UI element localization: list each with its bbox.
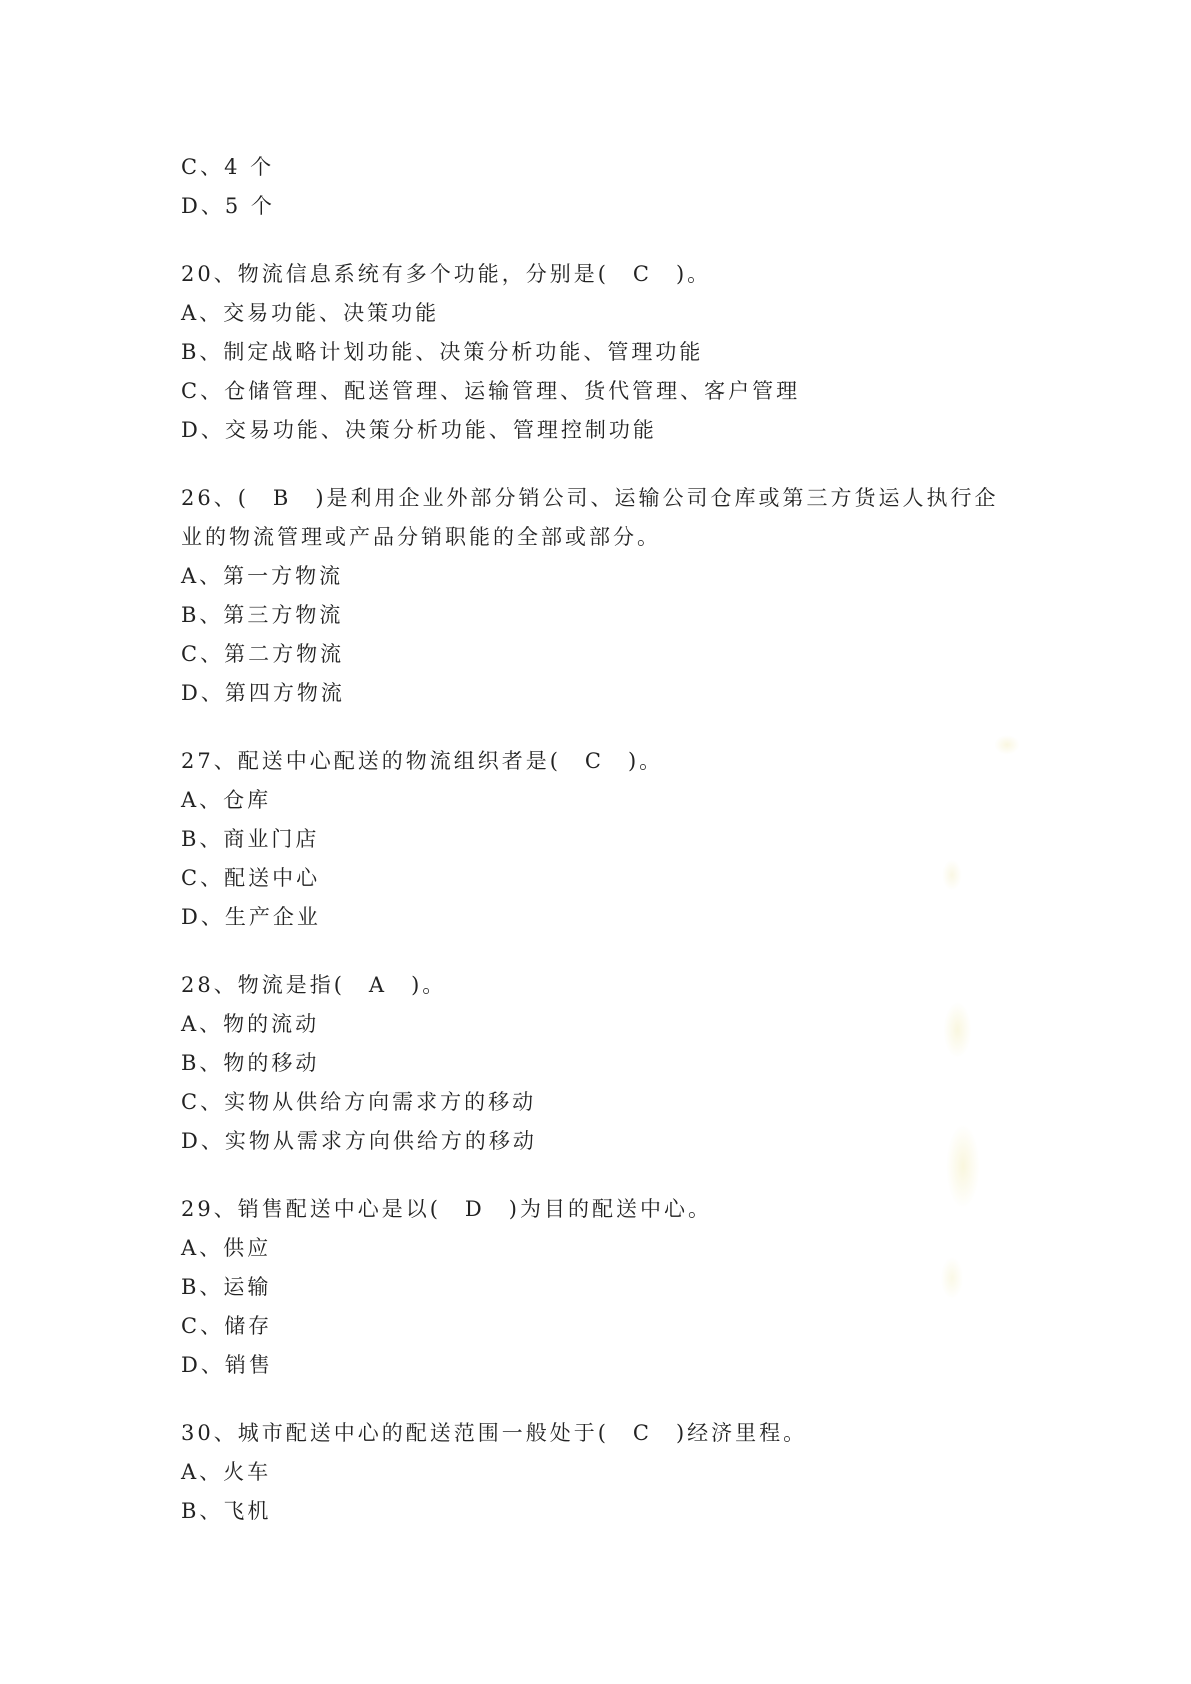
option-d: D、生产企业 xyxy=(181,905,321,929)
question-29 xyxy=(181,1190,1041,1385)
question-text: 26、( B )是利用企业外部分销公司、运输公司仓库或第三方货运人执行企业的物流管理或产品分销职能的全部或部分。 xyxy=(181,486,999,549)
option-c: C、实物从供给方向需求方的移动 xyxy=(181,1090,537,1114)
option-a: A、仓库 xyxy=(181,788,272,812)
option-d: D、销售 xyxy=(181,1353,273,1377)
option-b: B、制定战略计划功能、决策分析功能、管理功能 xyxy=(181,340,704,364)
question-20 xyxy=(181,255,1041,450)
option-d: D、实物从需求方向供给方的移动 xyxy=(181,1129,537,1153)
question-28 xyxy=(181,966,1041,1161)
option-c: C、配送中心 xyxy=(181,866,321,890)
option-b: B、运输 xyxy=(181,1275,272,1299)
option-a: A、第一方物流 xyxy=(181,564,344,588)
option-c: C、储存 xyxy=(181,1314,273,1338)
option-a: A、火车 xyxy=(181,1460,272,1484)
option-a: A、交易功能、决策功能 xyxy=(181,301,440,325)
question-list xyxy=(181,148,1041,1531)
question-27 xyxy=(181,742,1041,937)
question-30 xyxy=(181,1414,1041,1531)
question-text: 30、城市配送中心的配送范围一般处于( C )经济里程。 xyxy=(181,1421,808,1445)
option-b: B、飞机 xyxy=(181,1499,272,1523)
option-a: A、物的流动 xyxy=(181,1012,320,1036)
option-b: B、物的移动 xyxy=(181,1051,320,1075)
option-d: D、第四方物流 xyxy=(181,681,345,705)
option-a: A、供应 xyxy=(181,1236,272,1260)
option-c: C、仓储管理、配送管理、运输管理、货代管理、客户管理 xyxy=(181,379,801,403)
question-text: 20、物流信息系统有多个功能，分别是( C )。 xyxy=(181,262,712,286)
option-b: B、第三方物流 xyxy=(181,603,344,627)
question-text: 27、配送中心配送的物流组织者是( C )。 xyxy=(181,749,664,773)
question-26 xyxy=(181,479,1041,713)
question-text: 28、物流是指( A )。 xyxy=(181,973,447,997)
option-b: B、商业门店 xyxy=(181,827,320,851)
option-d: D、5 个 xyxy=(181,194,275,218)
question-19-tail xyxy=(181,148,1041,226)
option-c: C、4 个 xyxy=(181,155,275,179)
option-d: D、交易功能、决策分析功能、管理控制功能 xyxy=(181,418,657,442)
question-text: 29、销售配送中心是以( D )为目的配送中心。 xyxy=(181,1197,712,1221)
option-c: C、第二方物流 xyxy=(181,642,345,666)
